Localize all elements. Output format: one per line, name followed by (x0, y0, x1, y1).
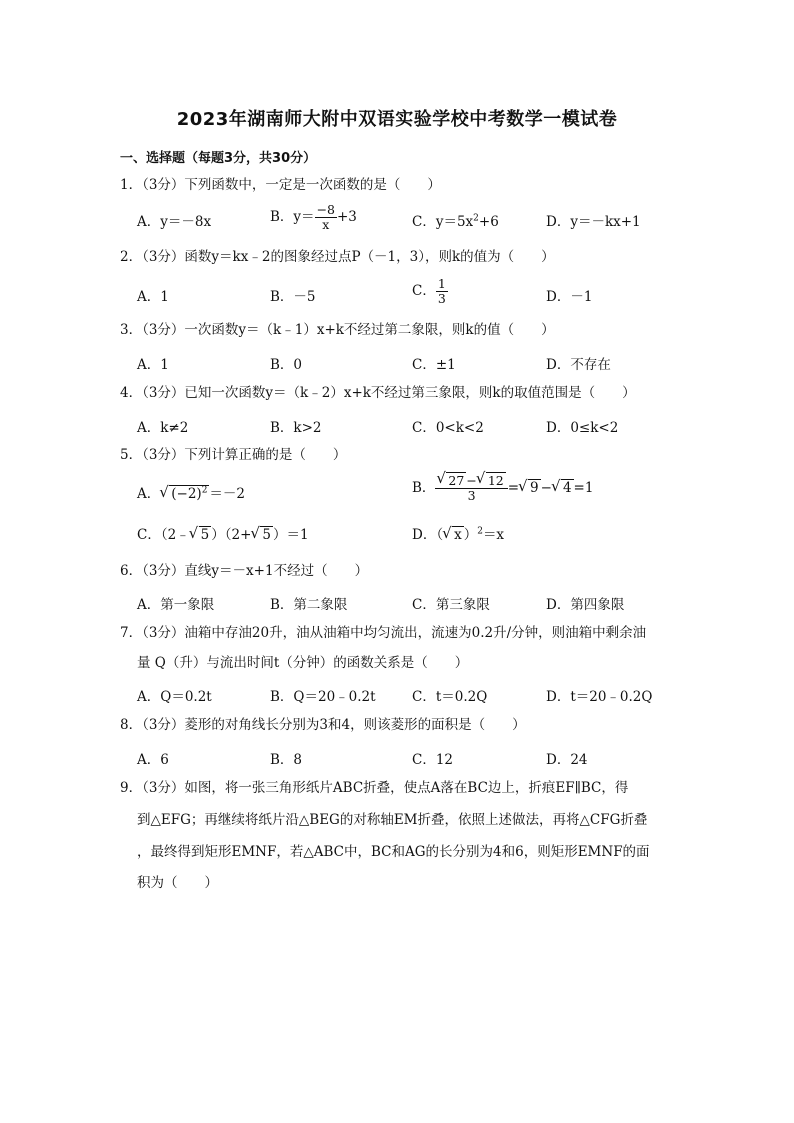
q2-option-c (412, 277, 448, 306)
question-9-line-4: 积为（ ） (137, 875, 218, 891)
q7-option-c: C．t＝0.2Q (412, 689, 488, 705)
q5-a-radicand-text: (−2) (171, 486, 202, 502)
q5-c-radicand-2: 5 (262, 527, 272, 543)
q5-b-sqrt-1 (437, 474, 466, 488)
q7-option-b: B．Q＝20﹣0.2t (270, 689, 376, 705)
q2-c-fraction (436, 277, 448, 306)
q6-option-d: D．第四象限 (546, 597, 625, 613)
q5-b-suffix: =1 (573, 480, 594, 496)
q8-option-b: B．8 (270, 752, 303, 768)
q3-option-a: A．1 (137, 357, 169, 373)
q5-c-sqrt-1 (190, 527, 212, 543)
q5-b-radicand-2: 12 (487, 473, 504, 488)
q7-option-a: A．Q＝0.2t (137, 689, 212, 705)
q8-option-c: C．12 (412, 752, 454, 768)
q5-c-suffix: ）＝1 (273, 527, 309, 543)
q5-a-suffix: ＝－2 (209, 486, 246, 502)
q2-c-denominator: 3 (437, 291, 446, 306)
q5-a-exponent: 2 (201, 485, 208, 496)
q1-c-base: C．y＝5x (412, 214, 474, 230)
question-9-line-3: ，最终得到矩形EMNF，若△ABC中，BC和AG的长分别为4和6，则矩形EMNF的面 (137, 844, 650, 860)
q1-b-suffix: +3 (337, 209, 357, 225)
q4-option-b: B．k>2 (270, 420, 322, 436)
section-heading: 一、选择题（每题3分，共30分） (120, 151, 317, 166)
q8-option-a: A．6 (137, 752, 169, 768)
q6-option-a: A．第一象限 (137, 597, 215, 613)
q2-c-prefix: C． (412, 283, 436, 299)
q5-option-a (137, 482, 245, 502)
q3-option-c: C．±1 (412, 357, 456, 373)
q5-b-radicand-4: 4 (562, 480, 572, 496)
question-9-line-2: 到△EFG；再继续将纸片沿△BEG的对称轴EM折叠，依照上述做法，再将△CFG折叠 (137, 812, 648, 828)
q5-a-radicand (169, 485, 209, 502)
q5-b-radicand-1: 27 (448, 473, 465, 488)
q1-option-c (412, 210, 499, 230)
question-9-line-1: 9．（3分）如图，将一张三角形纸片ABC折叠，使点A落在BC边上，折痕EF∥BC，得 (120, 780, 629, 796)
q2-option-d: D．－1 (546, 289, 593, 305)
q2-c-numerator: 1 (437, 276, 446, 291)
q1-b-numerator: −8 (316, 202, 335, 217)
q5-b-denominator: 3 (467, 488, 476, 503)
q5-d-sqrt (443, 527, 464, 543)
q5-d-radicand: x (454, 527, 462, 543)
q7-option-d: D．t＝20﹣0.2Q (546, 689, 653, 705)
q5-c-middle: ）（2+ (211, 527, 252, 543)
question-2-stem: 2．（3分）函数y＝kx﹣2的图象经过点P（－1，3），则k的值为（ ） (120, 249, 555, 265)
q1-option-d: D．y＝－kx+1 (546, 214, 641, 230)
question-6-stem: 6．（3分）直线y＝－x+1不经过（ ） (120, 563, 369, 579)
q5-b-numerator (435, 474, 507, 489)
q2-option-b: B．－5 (270, 289, 316, 305)
question-5-stem: 5．（3分）下列计算正确的是（ ） (120, 447, 347, 463)
q3-option-b: B．0 (270, 357, 303, 373)
q5-b-radicand-3: 9 (530, 480, 539, 496)
q5-b-prefix: B． (412, 480, 436, 496)
q6-option-b: B．第二象限 (270, 597, 348, 613)
q5-a-prefix: A． (137, 486, 161, 502)
q1-c-exponent: 2 (473, 213, 479, 224)
q5-b-equals: = (507, 480, 520, 496)
q4-option-c: C．0<k<2 (412, 420, 484, 436)
q8-option-d: D．24 (546, 752, 588, 768)
q5-c-radicand-1: 5 (200, 527, 210, 543)
q5-option-b (412, 474, 593, 503)
q5-b-minus: − (466, 473, 477, 488)
question-8-stem: 8．（3分）菱形的对角线长分别为3和4，则该菱形的面积是（ ） (120, 717, 526, 733)
q5-d-exponent: 2 (477, 526, 483, 537)
q5-option-c (137, 523, 309, 543)
q5-d-suffix: ＝x (482, 527, 505, 543)
question-1-stem: 1．（3分）下列函数中，一定是一次函数的是（ ） (120, 177, 441, 193)
q5-d-middle: ） (463, 527, 478, 543)
q5-d-prefix: D．（ (412, 527, 444, 543)
q5-a-sqrt (160, 486, 209, 503)
q5-b-minus-2: − (540, 480, 552, 496)
q6-option-c: C．第三象限 (412, 597, 490, 613)
q1-b-denominator: x (322, 217, 330, 232)
q5-option-d (412, 523, 504, 543)
exam-title: 2023年湖南师大附中双语实验学校中考数学一模试卷 (176, 109, 618, 130)
q5-b-fraction (435, 474, 507, 503)
q1-b-prefix: B．y＝ (270, 209, 315, 225)
question-3-stem: 3．（3分）一次函数y＝（k﹣1）x+k不经过第二象限，则k的值（ ） (120, 322, 555, 338)
q4-option-d: D．0≤k<2 (546, 420, 619, 436)
question-4-stem: 4．（3分）已知一次函数y＝（k﹣2）x+k不经过第三象限，则k的取值范围是（ ） (120, 385, 636, 401)
q4-option-a: A．k≠2 (137, 420, 189, 436)
question-7-stem-line-1: 7．（3分）油箱中存油20升，油从油箱中均匀流出，流速为0.2升/分钟，则油箱中剩余油 (120, 625, 647, 641)
q1-b-fraction (315, 203, 337, 232)
question-7-stem-line-2: 量 Q（升）与流出时间t（分钟）的函数关系是（ ） (137, 655, 469, 671)
q1-option-b (270, 203, 357, 232)
q5-b-sqrt-3 (519, 480, 541, 496)
q5-b-sqrt-4 (552, 480, 574, 496)
q3-option-d: D．不存在 (546, 357, 611, 373)
q2-option-a: A．1 (137, 289, 169, 305)
q5-c-prefix: C．（2﹣ (137, 527, 190, 543)
q5-b-sqrt-2 (477, 474, 506, 488)
q1-c-suffix: +6 (478, 214, 499, 230)
q1-option-a: A．y＝－8x (137, 214, 212, 230)
q5-c-sqrt-2 (251, 527, 273, 543)
